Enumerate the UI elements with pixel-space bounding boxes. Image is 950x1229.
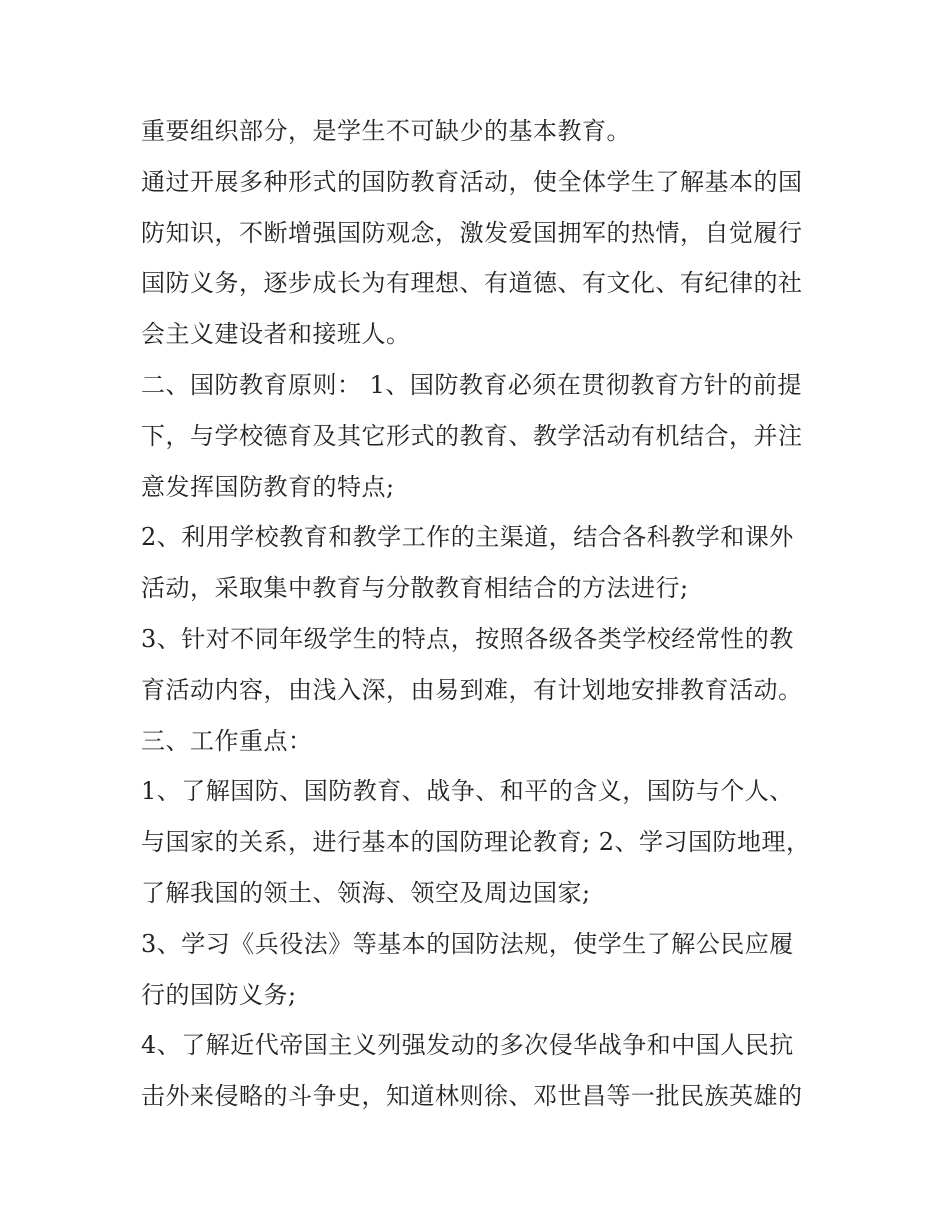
- text-line: 3、针对不同年级学生的特点，按照各级各类学校经常性的教: [141, 624, 794, 653]
- document-body: [141, 106, 831, 1122]
- text-line: 意发挥国防教育的特点;: [141, 472, 395, 501]
- text-line: 重要组织部分，是学生不可缺少的基本教育。: [141, 117, 631, 145]
- text-line: 4、了解近代帝国主义列强发动的多次侵华战争和中国人民抗: [141, 1031, 794, 1060]
- text-line: 1、了解国防、国防教育、战争、和平的含义，国防与个人、: [141, 777, 794, 806]
- text-line: 三、工作重点：: [141, 726, 313, 755]
- text-line: 与国家的关系，进行基本的国防理论教育; 2、学习国防地理，: [141, 828, 811, 857]
- text-line: 击外来侵略的斗争史，知道林则徐、邓世昌等一批民族英雄的: [141, 1082, 803, 1111]
- text-line: 国防义务，逐步成长为有理想、有道德、有文化、有纪律的社: [141, 269, 803, 298]
- text-line: 3、学习《兵役法》等基本的国防法规，使学生了解公民应履: [141, 929, 794, 958]
- text-line: 下，与学校德育及其它形式的教育、教学活动有机结合，并注: [141, 421, 803, 450]
- text-line: 2、利用学校教育和教学工作的主渠道，结合各科教学和课外: [141, 523, 794, 552]
- text-line: 会主义建设者和接班人。: [141, 320, 411, 349]
- text-line: 防知识，不断增强国防观念，激发爱国拥军的热情，自觉履行: [141, 218, 803, 247]
- text-line: 通过开展多种形式的国防教育活动，使全体学生了解基本的国: [141, 167, 803, 196]
- text-line: 育活动内容，由浅入深，由易到难，有计划地安排教育活动。: [141, 675, 803, 704]
- text-line: 二、国防教育原则： 1、国防教育必须在贯彻教育方针的前提: [141, 370, 802, 399]
- text-line: 活动，采取集中教育与分散教育相结合的方法进行;: [141, 574, 689, 603]
- text-line: 行的国防义务;: [141, 980, 297, 1009]
- text-line: 了解我国的领土、领海、领空及周边国家;: [141, 878, 591, 907]
